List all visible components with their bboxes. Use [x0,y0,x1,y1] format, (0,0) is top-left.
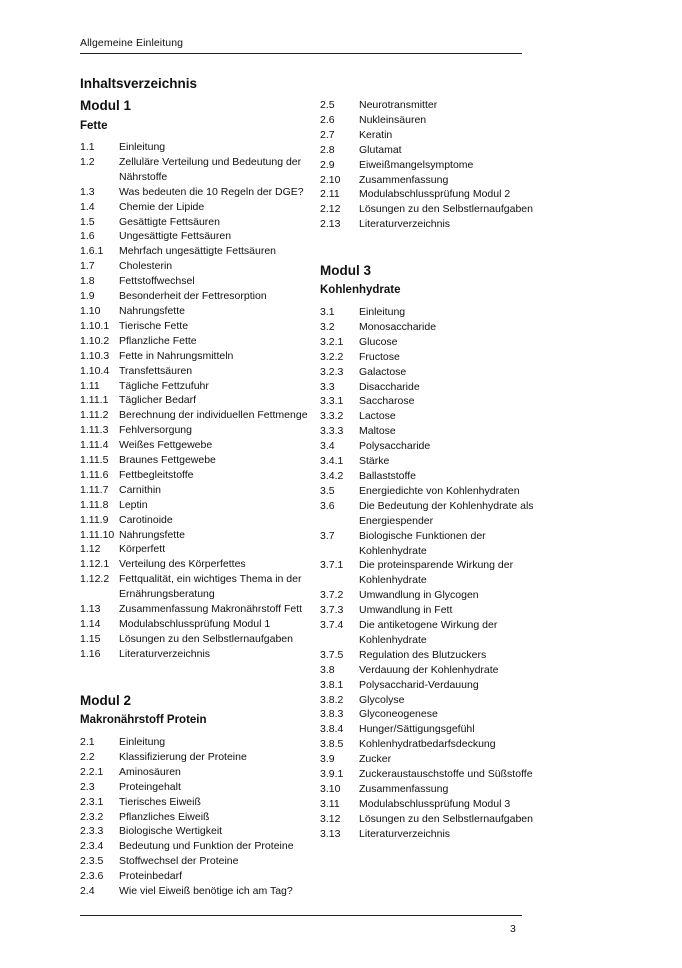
toc-entry [80,528,312,543]
module-3-entries [320,305,540,842]
toc-entry [320,187,540,202]
toc-entry [80,229,312,244]
toc-entry-title: Umwandlung in Glycogen [359,589,479,602]
toc-entry-number: 3.11 [320,797,340,810]
toc-entry-title: Fettstoffwechsel [119,275,195,288]
toc-entry-title: Gesättigte Fettsäuren [119,215,220,228]
toc-entry-number: 3.4.2 [320,469,344,482]
toc-entry [320,767,540,782]
toc-entry-title: Einleitung [119,736,166,748]
toc-entry-number: 2.1 [80,736,95,748]
toc-entry-number: 1.16 [80,647,101,660]
toc-entry [80,155,312,185]
toc-entry-number: 1.6 [80,230,95,243]
toc-entry-number: 2.3.5 [80,855,104,868]
toc-entry-number: 3.8.4 [320,723,344,736]
toc-entry [80,453,312,468]
toc-entry-number: 2.3.3 [80,825,104,838]
toc-entry-number: 3.8 [320,663,335,676]
module-3-title: Modul 3 [320,263,371,278]
toc-entry [80,468,312,483]
toc-entry [80,200,312,215]
toc-entry [80,185,312,200]
toc-entry [320,737,540,752]
toc-entry-title: Fette in Nahrungsmitteln [119,349,234,362]
toc-entry-number: 1.4 [80,200,95,213]
toc-entry [80,647,312,662]
toc-entry-number: 1.12.1 [80,558,110,571]
toc-entry [320,707,540,722]
toc-entry-number: 3.8.3 [320,708,344,721]
toc-entry-number: 1.11.2 [80,409,109,422]
toc-entry-title: Nukleinsäuren [359,113,427,126]
toc-entry-number: 1.10.3 [80,349,110,362]
toc-entry [320,394,540,409]
toc-entry [320,499,540,529]
module-2-subtitle: Makronährstoff Protein [80,714,207,726]
toc-entry-title: Proteinbedarf [119,870,183,883]
toc-entry-number: 3.8.1 [320,678,344,691]
toc-entry [320,454,540,469]
toc-entry [320,484,540,499]
toc-entry-title: Proteingehalt [119,780,181,793]
toc-entry-title: Keratin [359,128,393,141]
toc-entry-number: 2.4 [80,885,95,898]
toc-entry-number: 1.15 [80,632,101,645]
toc-entry-number: 2.2.1 [80,765,104,778]
toc-entry-number: 2.7 [320,128,335,141]
toc-entry [320,424,540,439]
toc-entry [320,128,540,143]
toc-entry [80,572,312,602]
toc-entry [80,795,312,810]
toc-entry-number: 3.3.3 [320,425,344,438]
module-1-subtitle: Fette [80,120,108,132]
toc-entry [80,349,312,364]
toc-entry [80,304,312,319]
toc-entry-title: Mehrfach ungesättigte Fettsäuren [119,245,277,258]
toc-entry-title: Hunger/Sättigungsgefühl [359,723,475,736]
toc-entry-title: Körperfett [119,543,166,556]
toc-entry [320,335,540,350]
toc-entry-number: 1.11.5 [80,454,109,467]
toc-entry-number: 3.12 [320,812,341,825]
toc-entry-title: Die Bedeutung der Kohlenhydrate als Energiespender [359,499,534,527]
toc-entry [320,439,540,454]
toc-entry-title: Verdauung der Kohlenhydrate [359,663,499,676]
toc-entry-title: Polysaccharide [359,440,431,453]
toc-entry [320,158,540,173]
toc-entry-number: 2.8 [320,143,335,156]
toc-entry-title: Neurotransmitter [359,99,438,111]
toc-entry-title: Weißes Fettgewebe [119,439,213,452]
toc-entry-title: Glyconeogenese [359,708,438,721]
toc-entry-number: 3.9 [320,753,335,766]
toc-entry-title: Berechnung der individuellen Fettmenge [119,409,308,422]
toc-entry [320,202,540,217]
toc-entry-number: 3.10 [320,783,341,795]
toc-entry [80,498,312,513]
toc-entry-number: 1.8 [80,275,95,288]
toc-entry [320,812,540,827]
toc-entry-number: 2.3.6 [80,870,104,883]
toc-entry [320,588,540,603]
toc-entry-number: 2.10 [320,173,341,186]
toc-entry [320,469,540,484]
toc-entry-title: Stoffwechsel der Proteine [119,855,239,868]
toc-entry-title: Disaccharide [359,380,420,393]
toc-entry-title: Biologische Funktionen der Kohlenhydrate [359,529,486,557]
toc-entry [80,408,312,423]
toc-entry-number: 1.7 [80,260,95,273]
toc-entry [320,693,540,708]
toc-entry-number: 2.5 [320,99,335,111]
toc-entry-number: 3.5 [320,484,335,497]
toc-entry-title: Einleitung [119,141,166,153]
toc-entry [80,289,312,304]
toc-entry-title: Saccharose [359,395,415,408]
toc-entry [320,797,540,812]
toc-entry-number: 2.3.4 [80,840,104,853]
toc-entry-number: 1.3 [80,185,95,198]
toc-entry-title: Einleitung [359,306,406,318]
toc-entry-title: Zusammenfassung [359,783,449,795]
toc-entry-number: 3.2 [320,320,335,333]
toc-entry [80,438,312,453]
toc-entry-number: 1.11.10 [80,528,115,541]
module-3-subtitle: Kohlenhydrate [320,284,401,296]
toc-entry-number: 2.3 [80,780,95,793]
toc-entry [80,140,312,155]
toc-entry-number: 3.4 [320,440,335,453]
toc-entry-number: 3.3 [320,380,335,393]
toc-entry [80,780,312,795]
toc-entry-number: 3.2.1 [320,335,344,348]
toc-entry [320,648,540,663]
toc-entry-number: 1.11.3 [80,424,109,437]
toc-entry [320,603,540,618]
toc-entry-number: 3.13 [320,827,341,840]
toc-entry-number: 1.6.1 [80,245,104,258]
toc-entry-title: Literaturverzeichnis [359,827,451,840]
toc-entry-number: 3.1 [320,306,335,318]
toc-entry [320,678,540,693]
toc-entry-title: Stärke [359,455,390,468]
toc-entry-title: Cholesterin [119,260,173,273]
toc-entry-title: Modulabschlussprüfung Modul 1 [119,618,271,630]
toc-entry-number: 1.10.2 [80,334,110,347]
toc-entry-number: 3.7.2 [320,589,344,602]
toc-entry-title: Energiedichte von Kohlenhydraten [359,484,520,497]
toc-entry-number: 1.11 [80,379,100,392]
toc-entry-number: 1.12 [80,543,101,556]
toc-entry-number: 2.2 [80,750,95,763]
toc-entry-title: Lösungen zu den Selbstlernaufgaben [359,812,533,825]
toc-entry-number: 3.3.2 [320,410,344,423]
toc-entry-title: Transfettsäuren [119,364,193,377]
toc-entry [320,217,540,232]
toc-entry-title: Verteilung des Körperfettes [119,558,246,571]
toc-entry-number: 1.11.6 [80,468,109,481]
toc-entry [80,379,312,394]
toc-entry-number: 3.7.5 [320,648,344,661]
toc-entry [320,409,540,424]
toc-entry [80,483,312,498]
toc-entry-title: Zusammenfassung [359,173,449,186]
toc-entry [80,884,312,899]
module-2-title: Modul 2 [80,693,131,708]
toc-entry-title: Fructose [359,350,400,363]
toc-entry-number: 1.11.1 [80,394,109,407]
toc-entry-title: Glycolyse [359,693,405,706]
toc-entry-title: Klassifizierung der Proteine [119,750,247,763]
toc-entry-number: 1.13 [80,603,101,616]
toc-entry-title: Kohlenhydratbedarfsdeckung [359,738,496,751]
toc-entry [80,542,312,557]
toc-entry-number: 1.11.4 [80,439,109,452]
toc-entry-number: 3.7.1 [320,559,344,572]
toc-entry-title: Pflanzliche Fette [119,334,197,347]
toc-entry [320,305,540,320]
toc-entry [80,854,312,869]
toc-entry-title: Polysaccharid-Verdauung [359,678,479,691]
toc-entry-title: Monosaccharide [359,320,437,333]
toc-entry-title: Modulabschlussprüfung Modul 2 [359,188,511,201]
toc-entry [320,113,540,128]
toc-entry [320,663,540,678]
toc-entry-number: 3.4.1 [320,455,344,468]
toc-entry [80,393,312,408]
header-rule [80,53,522,54]
toc-entry-title: Carnithin [119,483,162,496]
toc-entry-number: 2.9 [320,158,335,171]
toc-entry-title: Nahrungsfette [119,304,185,317]
toc-entry-title: Zucker [359,753,392,766]
toc-entry-title: Leptin [119,498,148,511]
toc-entry-title: Ballaststoffe [359,469,417,482]
toc-entry [80,334,312,349]
toc-entry-title: Was bedeuten die 10 Regeln der DGE? [119,185,304,198]
toc-entry-number: 1.12.2 [80,573,110,586]
toc-entry-title: Fettbegleitstoffe [119,468,194,481]
toc-entry-title: Eiweißmangelsymptome [359,158,474,171]
toc-entry [320,380,540,395]
toc-entry-number: 1.14 [80,618,101,630]
toc-entry [80,602,312,617]
toc-entry-title: Tierische Fette [119,319,189,332]
toc-entry [80,364,312,379]
toc-entry-number: 3.9.1 [320,768,344,781]
toc-entry-number: 3.3.1 [320,395,344,408]
toc-entry [80,869,312,884]
toc-entry [80,824,312,839]
toc-entry-title: Zelluläre Verteilung und Bedeutung der Nährstoffe [119,155,302,183]
toc-entry-number: 1.11.9 [80,513,109,526]
toc-entry [80,839,312,854]
toc-entry-title: Die proteinsparende Wirkung der Kohlenhydrate [359,559,514,587]
toc-entry [320,143,540,158]
toc-entry-number: 3.7.4 [320,619,344,632]
toc-entry-number: 2.11 [320,188,340,201]
toc-entry-number: 3.7.3 [320,604,344,617]
toc-title: Inhaltsverzeichnis [80,76,198,91]
toc-entry-title: Glucose [359,335,398,348]
toc-entry-title: Glutamat [359,143,402,156]
toc-entry [320,558,540,588]
toc-entry-title: Nahrungsfette [119,528,185,541]
toc-entry-title: Maltose [359,425,396,438]
toc-entry-title: Bedeutung und Funktion der Proteine [119,840,294,853]
toc-entry [80,735,312,750]
toc-entry-title: Literaturverzeichnis [119,647,211,660]
toc-entry-title: Die antiketogene Wirkung der Kohlenhydrate [359,619,498,646]
toc-entry-title: Besonderheit der Fettresorption [119,290,267,303]
toc-entry-number: 2.12 [320,203,341,216]
toc-entry-title: Ungesättigte Fettsäuren [119,230,232,243]
toc-entry-number: 1.5 [80,215,95,228]
toc-entry-number: 1.9 [80,290,95,303]
toc-entry [80,423,312,438]
toc-entry-number: 2.3.1 [80,795,104,808]
toc-entry [320,722,540,737]
toc-entry [320,350,540,365]
toc-entry-number: 3.6 [320,499,335,512]
toc-entry-number: 1.10 [80,304,101,317]
running-header: Allgemeine Einleitung [80,37,184,49]
toc-entry [320,827,540,842]
toc-entry [80,513,312,528]
toc-entry-title: Galactose [359,365,407,378]
toc-entry [80,319,312,334]
toc-entry-number: 2.6 [320,113,335,126]
toc-entry-number: 2.13 [320,218,341,231]
toc-entry-title: Chemie der Lipide [119,200,205,213]
toc-entry-title: Fettqualität, ein wichtiges Thema in der Ernährungsberatung [119,573,302,601]
toc-entry-number: 1.11.7 [80,483,109,496]
toc-entry-number: 1.2 [80,155,95,168]
toc-entry-title: Regulation des Blutzuckers [359,648,487,661]
toc-entry [80,810,312,825]
toc-entry-title: Braunes Fettgewebe [119,454,216,467]
toc-entry [80,765,312,780]
toc-entry-title: Lösungen zu den Selbstlernaufgaben [359,203,533,216]
toc-entry-title: Pflanzliches Eiweiß [119,810,210,823]
toc-entry [80,215,312,230]
toc-entry [320,98,540,113]
toc-entry [320,173,540,188]
page-number: 3 [510,923,516,935]
toc-entry [80,750,312,765]
toc-entry-title: Aminosäuren [119,765,181,778]
toc-entry-title: Zusammenfassung Makronährstoff Fett [119,603,303,616]
toc-entry-title: Umwandlung in Fett [359,604,453,617]
toc-entry [320,618,540,648]
toc-entry-number: 3.2.2 [320,350,344,363]
footer-rule [80,915,522,916]
module-1-title: Modul 1 [80,98,131,113]
toc-entry-number: 3.8.2 [320,693,344,706]
toc-entry-title: Tägliche Fettzufuhr [119,379,209,392]
toc-entry-title: Täglicher Bedarf [119,394,197,407]
toc-entry-title: Literaturverzeichnis [359,218,451,231]
toc-entry-title: Lactose [359,410,396,423]
toc-entry-number: 3.7 [320,529,335,542]
toc-entry-number: 1.10.1 [80,319,110,332]
toc-entry-number: 3.2.3 [320,365,344,378]
toc-entry-title: Lösungen zu den Selbstlernaufgaben [119,632,293,645]
toc-entry-title: Zuckeraustauschstoffe und Süßstoffe [359,768,533,781]
module-2-entries [80,735,312,899]
toc-entry-number: 1.11.8 [80,498,109,511]
toc-entry-title: Biologische Wertigkeit [119,825,223,838]
toc-entry [320,529,540,559]
toc-entry-number: 3.8.5 [320,738,344,751]
toc-entry-number: 1.10.4 [80,364,110,377]
toc-entry-title: Modulabschlussprüfung Modul 3 [359,797,511,810]
toc-entry [80,244,312,259]
module-2-entries-continued [320,98,540,232]
toc-entry [80,274,312,289]
toc-entry-number: 2.3.2 [80,810,104,823]
module-1-entries [80,140,312,662]
toc-entry [80,259,312,274]
toc-entry-title: Carotinoide [119,513,173,526]
toc-entry [80,632,312,647]
toc-entry-title: Fehlversorgung [119,424,192,437]
toc-entry [80,617,312,632]
toc-entry-number: 1.1 [80,141,95,153]
toc-entry [320,320,540,335]
toc-entry-title: Wie viel Eiweiß benötige ich am Tag? [119,885,293,898]
toc-entry [320,752,540,767]
toc-entry-title: Tierisches Eiweiß [119,795,201,808]
toc-entry [320,365,540,380]
toc-entry [320,782,540,797]
toc-entry [80,557,312,572]
